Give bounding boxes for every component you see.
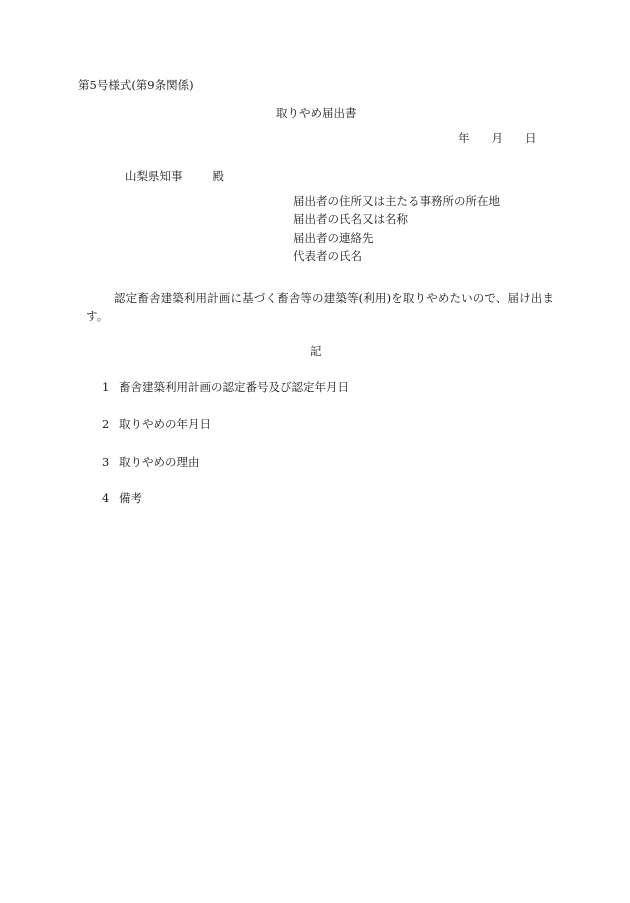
item-label: 備考 — [119, 491, 142, 505]
date-line — [458, 133, 537, 145]
body-paragraph: 認定畜舎建築利用計画に基づく畜舎等の建築等(利用)を取りやめたいので、届け出ます。 — [86, 291, 555, 323]
list-item — [102, 419, 211, 431]
submitter-address-label: 届出者の住所又は主たる事務所の所在地 — [293, 194, 500, 208]
addressee-honorific: 殿 — [212, 169, 224, 183]
date-year-label: 年 — [458, 131, 470, 145]
item-number: 1 — [102, 380, 110, 394]
list-item — [102, 457, 200, 469]
form-number-label: 第5号様式(第9条関係) — [78, 78, 194, 92]
ki-heading: 記 — [310, 344, 322, 358]
representative-name-label: 代表者の氏名 — [293, 249, 362, 263]
item-number: 4 — [102, 491, 110, 505]
submitter-name-label: 届出者の氏名又は名称 — [293, 212, 408, 226]
addressee — [125, 171, 224, 183]
item-number: 2 — [102, 417, 110, 431]
submitter-contact-label: 届出者の連絡先 — [293, 231, 374, 245]
list-item — [102, 493, 142, 505]
item-label: 畜舎建築利用計画の認定番号及び認定年月日 — [119, 380, 349, 394]
item-label: 取りやめの理由 — [119, 455, 200, 469]
item-number: 3 — [102, 455, 110, 469]
document-title: 取りやめ届出書 — [276, 106, 357, 120]
addressee-name: 山梨県知事 — [125, 169, 183, 183]
list-item — [102, 382, 349, 394]
date-month-label: 月 — [491, 131, 503, 145]
date-day-label: 日 — [525, 131, 537, 145]
item-label: 取りやめの年月日 — [119, 417, 211, 431]
